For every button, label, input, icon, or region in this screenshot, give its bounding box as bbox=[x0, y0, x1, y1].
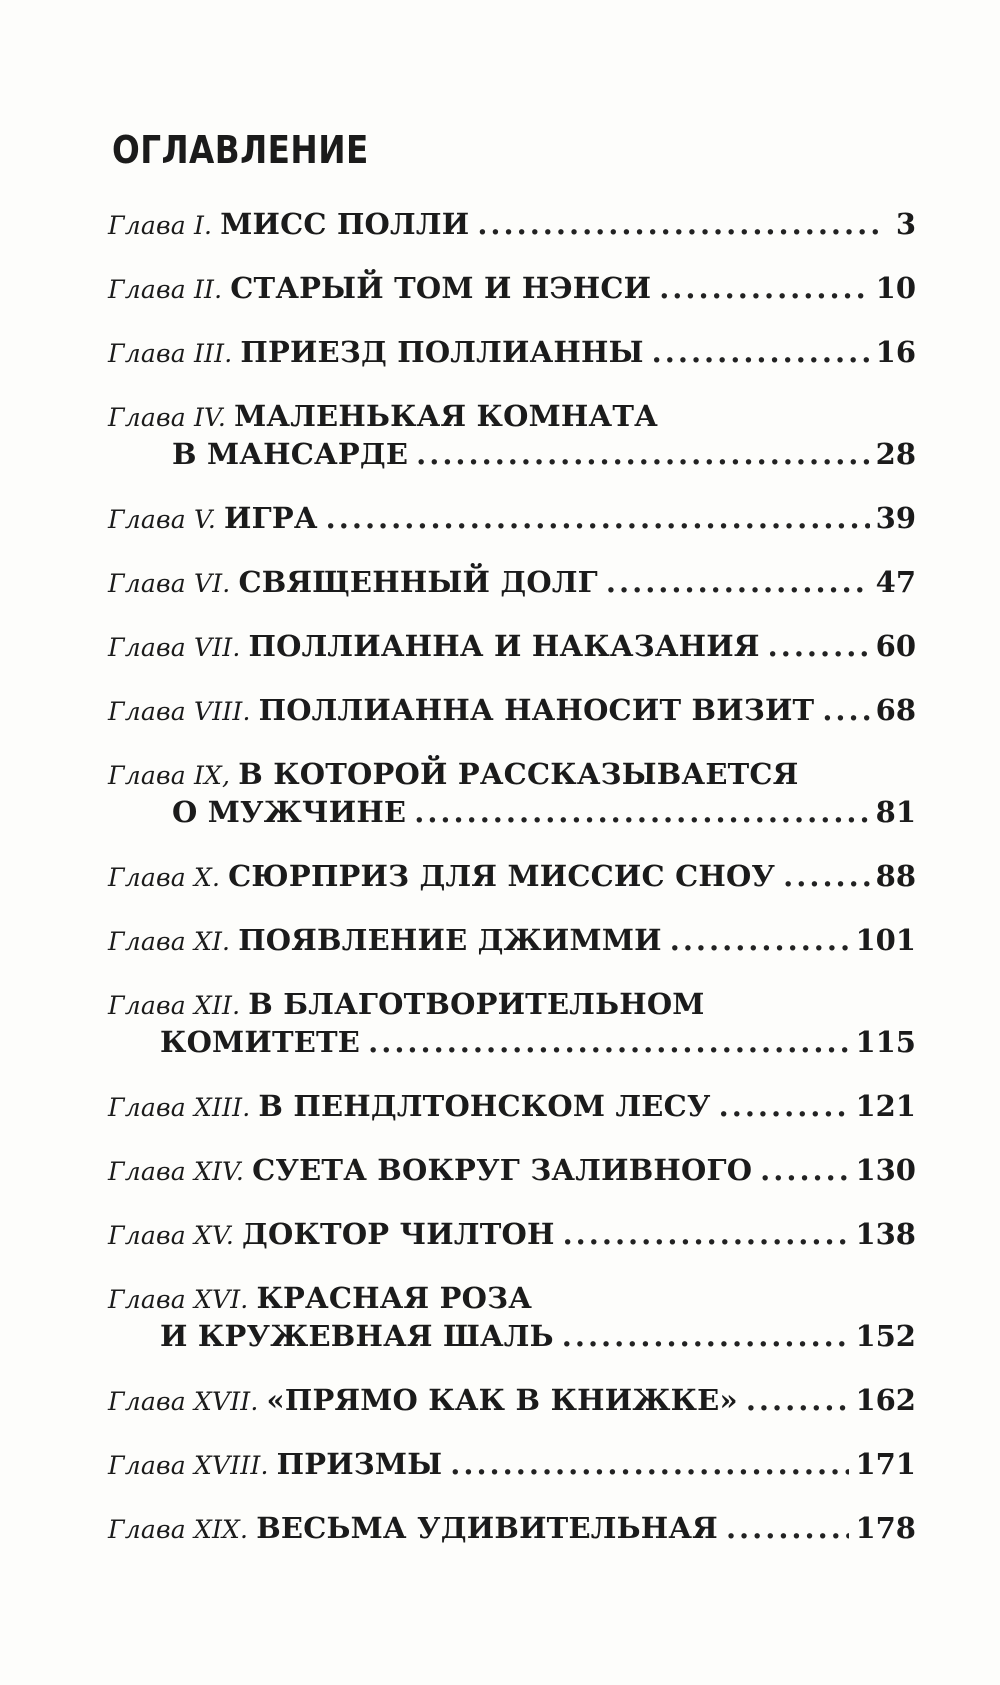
page-number: 39 bbox=[875, 501, 916, 535]
page-number: 115 bbox=[855, 1025, 916, 1059]
page-number: 10 bbox=[875, 271, 916, 305]
chapter-number: Глава XVII. bbox=[108, 1387, 259, 1416]
page-number: 138 bbox=[855, 1217, 916, 1251]
toc-line bbox=[108, 563, 916, 601]
chapter-number: Глава XI. bbox=[108, 927, 231, 956]
chapter-title: ПОЛЛИАННА НАНОСИТ ВИЗИТ bbox=[258, 693, 815, 727]
toc-line bbox=[108, 1087, 916, 1125]
toc-line bbox=[108, 857, 916, 895]
dot-leader bbox=[822, 691, 869, 729]
chapter-title: В КОТОРОЙ РАССКАЗЫВАЕТСЯ bbox=[238, 757, 799, 791]
toc-entry bbox=[108, 563, 916, 627]
chapter-title: ИГРА bbox=[224, 501, 318, 535]
chapter-title: СУЕТА ВОКРУГ ЗАЛИВНОГО bbox=[252, 1153, 753, 1187]
dot-leader bbox=[450, 1445, 849, 1483]
page-number: 81 bbox=[875, 795, 916, 829]
page-number: 3 bbox=[895, 207, 916, 241]
toc-line bbox=[108, 1215, 916, 1253]
toc-entry bbox=[108, 921, 916, 985]
page-title: ОГЛАВЛЕНИЕ bbox=[112, 128, 369, 172]
toc-line bbox=[108, 627, 916, 665]
toc-entry bbox=[108, 269, 916, 333]
toc-line bbox=[108, 1279, 916, 1317]
page-number: 121 bbox=[855, 1089, 916, 1123]
table-of-contents bbox=[108, 205, 916, 1573]
chapter-title: СТАРЫЙ ТОМ И НЭНСИ bbox=[230, 271, 652, 305]
chapter-title-continuation: И КРУЖЕВНАЯ ШАЛЬ bbox=[160, 1319, 554, 1353]
chapter-title: В ПЕНДЛТОНСКОМ ЛЕСУ bbox=[258, 1089, 711, 1123]
toc-line bbox=[108, 1509, 916, 1547]
dot-leader bbox=[326, 499, 870, 537]
dot-leader bbox=[652, 333, 870, 371]
page-number: 47 bbox=[875, 565, 916, 599]
page-number: 152 bbox=[855, 1319, 916, 1353]
chapter-title-continuation: В МАНСАРДЕ bbox=[172, 437, 409, 471]
dot-leader bbox=[562, 1317, 850, 1355]
toc-line bbox=[108, 1445, 916, 1483]
page-number: 178 bbox=[855, 1511, 916, 1545]
toc-entry bbox=[108, 1215, 916, 1279]
chapter-title: ПРИЗМЫ bbox=[276, 1447, 443, 1481]
chapter-number: Глава XIV. bbox=[108, 1157, 245, 1186]
chapter-title: ПРИЕЗД ПОЛЛИАННЫ bbox=[240, 335, 644, 369]
chapter-number: Глава II. bbox=[108, 275, 223, 304]
chapter-number: Глава IV. bbox=[108, 403, 227, 432]
page-number: 60 bbox=[875, 629, 916, 663]
page-number: 88 bbox=[875, 859, 916, 893]
dot-leader bbox=[477, 205, 880, 243]
toc-entry bbox=[108, 499, 916, 563]
dot-leader bbox=[659, 269, 869, 307]
dot-leader bbox=[726, 1509, 850, 1547]
toc-entry bbox=[108, 1509, 916, 1573]
dot-leader bbox=[783, 857, 869, 895]
toc-line bbox=[108, 985, 916, 1023]
toc-entry bbox=[108, 397, 916, 499]
dot-leader bbox=[368, 1023, 849, 1061]
toc-entry bbox=[108, 1381, 916, 1445]
toc-line bbox=[108, 755, 916, 793]
chapter-number: Глава XII. bbox=[108, 991, 241, 1020]
chapter-number: Глава XVI. bbox=[108, 1285, 249, 1314]
toc-entry bbox=[108, 333, 916, 397]
toc-line bbox=[108, 921, 916, 959]
chapter-title: ПОЛЛИАННА И НАКАЗАНИЯ bbox=[248, 629, 760, 663]
chapter-number: Глава XVIII. bbox=[108, 1451, 269, 1480]
chapter-number: Глава I. bbox=[108, 211, 213, 240]
toc-entry bbox=[108, 205, 916, 269]
toc-entry bbox=[108, 857, 916, 921]
toc-entry bbox=[108, 755, 916, 857]
toc-line bbox=[108, 333, 916, 371]
toc-entry bbox=[108, 1445, 916, 1509]
page-number: 171 bbox=[855, 1447, 916, 1481]
chapter-title: «ПРЯМО КАК В КНИЖКЕ» bbox=[266, 1383, 738, 1417]
dot-leader bbox=[760, 1151, 849, 1189]
chapter-title: ПОЯВЛЕНИЕ ДЖИММИ bbox=[238, 923, 662, 957]
page-number: 28 bbox=[875, 437, 916, 471]
chapter-number: Глава XIX. bbox=[108, 1515, 249, 1544]
dot-leader bbox=[670, 921, 850, 959]
chapter-number: Глава X. bbox=[108, 863, 221, 892]
dot-leader bbox=[606, 563, 870, 601]
chapter-title: КРАСНАЯ РОЗА bbox=[256, 1281, 533, 1315]
toc-line bbox=[108, 205, 916, 243]
chapter-title: МИСС ПОЛЛИ bbox=[220, 207, 470, 241]
toc-line bbox=[108, 1381, 916, 1419]
dot-leader bbox=[719, 1087, 850, 1125]
chapter-title: МАЛЕНЬКАЯ КОМНАТА bbox=[234, 399, 658, 433]
toc-entry bbox=[108, 1087, 916, 1151]
dot-leader bbox=[563, 1215, 850, 1253]
page-number: 162 bbox=[855, 1383, 916, 1417]
toc-line bbox=[108, 691, 916, 729]
toc-entry bbox=[108, 1151, 916, 1215]
chapter-number: Глава V. bbox=[108, 505, 217, 534]
toc-line bbox=[108, 269, 916, 307]
toc-line bbox=[108, 397, 916, 435]
dot-leader bbox=[768, 627, 870, 665]
chapter-title: ВЕСЬМА УДИВИТЕЛЬНАЯ bbox=[256, 1511, 718, 1545]
toc-line-continuation bbox=[108, 1023, 916, 1061]
toc-line-continuation bbox=[108, 435, 916, 473]
page-number: 16 bbox=[875, 335, 916, 369]
toc-entry bbox=[108, 985, 916, 1087]
dot-leader bbox=[416, 435, 870, 473]
chapter-title: СЮРПРИЗ ДЛЯ МИССИС СНОУ bbox=[228, 859, 776, 893]
chapter-number: Глава III. bbox=[108, 339, 233, 368]
chapter-number: Глава VIII. bbox=[108, 697, 251, 726]
toc-line bbox=[108, 499, 916, 537]
chapter-number: Глава XIII. bbox=[108, 1093, 251, 1122]
toc-line-continuation bbox=[108, 1317, 916, 1355]
chapter-number: Глава VI. bbox=[108, 569, 231, 598]
page-number: 68 bbox=[875, 693, 916, 727]
page-number: 130 bbox=[855, 1153, 916, 1187]
chapter-title-continuation: КОМИТЕТЕ bbox=[160, 1025, 361, 1059]
page-number: 101 bbox=[855, 923, 916, 957]
toc-entry bbox=[108, 1279, 916, 1381]
chapter-title: В БЛАГОТВОРИТЕЛЬНОМ bbox=[248, 987, 705, 1021]
chapter-number: Глава VII. bbox=[108, 633, 241, 662]
dot-leader bbox=[414, 793, 869, 831]
toc-entry bbox=[108, 691, 916, 755]
chapter-title: СВЯЩЕННЫЙ ДОЛГ bbox=[238, 565, 598, 599]
chapter-title-continuation: О МУЖЧИНЕ bbox=[172, 795, 407, 829]
toc-line bbox=[108, 1151, 916, 1189]
toc-line-continuation bbox=[108, 793, 916, 831]
toc-entry bbox=[108, 627, 916, 691]
chapter-number: Глава IX, bbox=[108, 761, 231, 790]
dot-leader bbox=[746, 1381, 850, 1419]
chapter-title: ДОКТОР ЧИЛТОН bbox=[242, 1217, 555, 1251]
chapter-number: Глава XV. bbox=[108, 1221, 235, 1250]
